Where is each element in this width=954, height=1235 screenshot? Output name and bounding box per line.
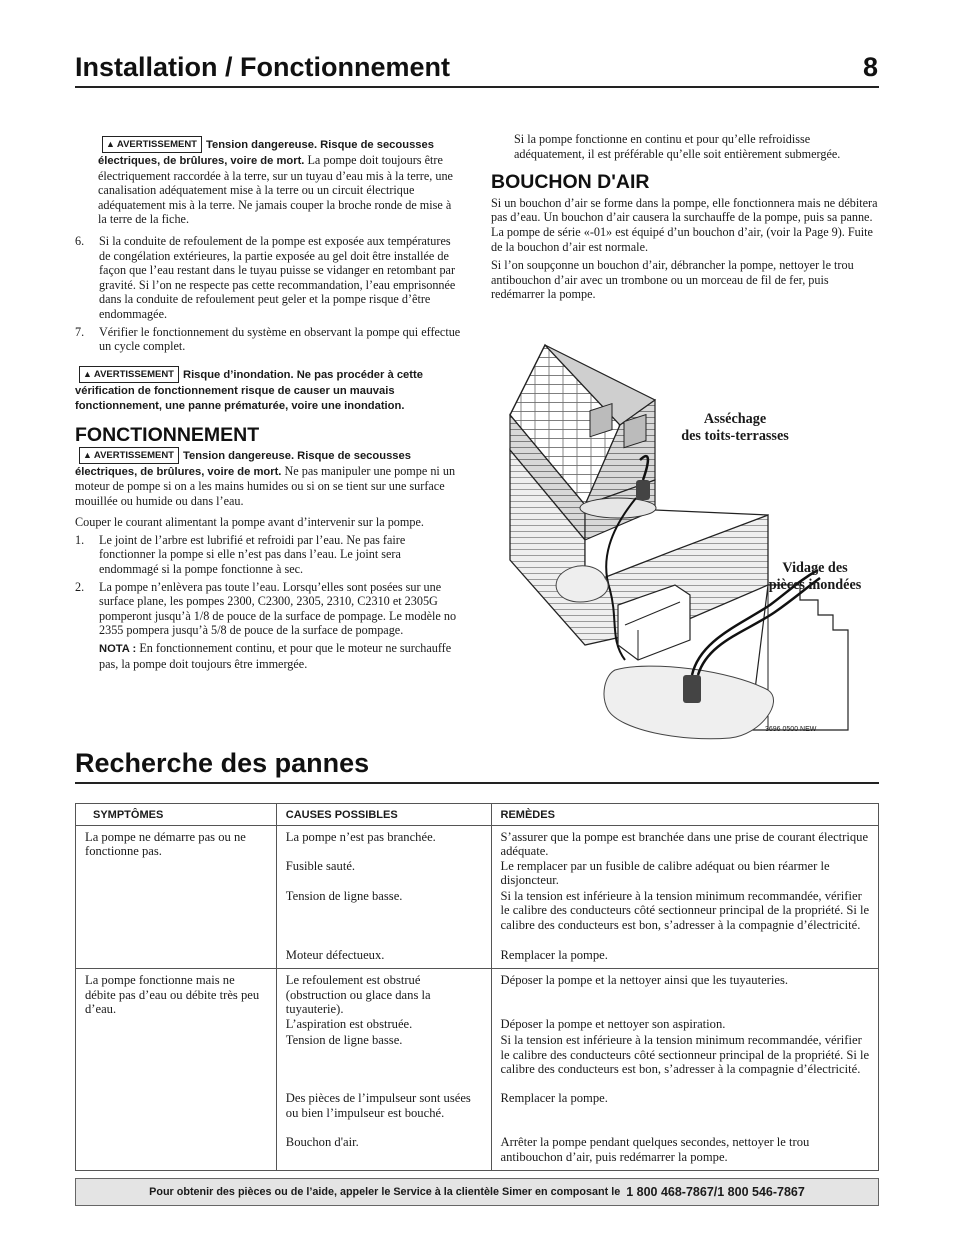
pump-illustration — [500, 340, 880, 740]
house-pump-drawing — [500, 340, 880, 740]
list-item-2: 2. La pompe n’enlèvera pas toute l’eau. Lorsqu’elles sont posées sur une surface plane, les pompes 2300, C2300, 2305, 2310, C2310 et 2305G pomperont jusqu’à 1/8 de pouce de la surface de pompage. Le modèle no 2355 pompera jusqu’à 5/8 de pouce de la surface de pompage. — [75, 579, 457, 638]
warning-electric-ground: ▲ AVERTISSEMENT Tension dangereuse. Risque de secousses électriques, de brûlures, voire de mort. La pompe doit toujours être électriquement raccordée à la terre, sur un tuyau d’eau mis à la terre, une canalisation adéquatement mise à la terre ou un circuit électrique adéquatement mis à la terre. Ne jamais couper la broche ronde de mise à la terre de la fiche. — [75, 136, 463, 227]
col-header-remedies: REMÈDES — [491, 804, 878, 826]
warning-triangle-icon: ▲ — [83, 368, 92, 379]
section-heading-fonctionnement: FONCTIONNEMENT — [75, 423, 260, 446]
list-item-1: 1. Le joint de l’arbre est lubrifié et refroidi par l’eau. Ne pas faire fonctionner la pompe si elle n’est pas dans l’eau. Le joint sera endommagé si la pompe fonctionne à sec. — [75, 532, 406, 577]
page-title: Installation / Fonctionnement — [75, 52, 451, 82]
page-number: 8 — [862, 52, 878, 82]
right-column — [491, 132, 879, 302]
table-row — [76, 969, 879, 1170]
col-header-symptoms: SYMPTÔMES — [76, 804, 277, 826]
table-header-row — [76, 804, 879, 826]
warning-badge: ▲ AVERTISSEMENT — [79, 447, 179, 464]
warning-badge: ▲ AVERTISSEMENT — [102, 136, 202, 153]
list-item-6: 6. Si la conduite de refoulement de la pompe est exposée aux températures de congélation extérieures, la partie exposée au gel doit être installée de façon que l’eau restant dans le tuyau puisse se vidanger en retombant par gravité. Si l’on ne respecte pas cette recommandation, l’eau emprisonnée dans la conduite de refoulement peut geler et la pompe risque d’être endommagée. — [75, 233, 456, 321]
label-flat-roof-drain: Asséchage des toits-terrasses — [681, 411, 789, 444]
causes-cell: La pompe n’est pas branchée. Fusible sauté. Tension de ligne basse. Moteur défectueux. — [276, 826, 491, 969]
warning-badge: ▲ AVERTISSEMENT — [79, 366, 179, 383]
bouchon-paragraph-1: Si un bouchon d’air se forme dans la pompe, elle fonctionnera mais ne débitera pas d’eau. Un bouchon d’air causera la surchauffe de la pompe, puis sa panne. La pompe de série «-01» est équipé d’un bouchon d’air, (voir la Page 9). Fuite de la bouchon d’air est normale. — [491, 195, 878, 254]
label-flooded-room: Vidage des pièces inondées — [768, 560, 862, 593]
causes-cell: Le refoulement est obstrué (obstruction ou glace dans la tuyauterie). L’aspiration est obstruée. Tension de ligne basse. Des pièces de l’impulseur sont usées ou bien l’impulseur est bouché. Bouchon d'air. — [276, 969, 491, 1170]
section-heading-bouchon: BOUCHON D'AIR — [491, 171, 650, 194]
remedies-cell: S’assurer que la pompe est branchée dans une prise de courant électrique adéquate. Le remplacer par un fusible de calibre adéquat ou bien réarmer le disjoncteur. Si la tension est inférieure à la tension minimum recommandée, vérifier le calibre des conducteurs côté sectionneur principal de la propriété. Si le calibre des conducteurs est bon, s’adresser à la compagnie d’électricité. Remplacer la pompe. — [491, 826, 878, 969]
footer-text: Pour obtenir des pièces ou de l’aide, appeler le Service à la clientèle Simer en composant le — [149, 1186, 621, 1198]
warning-triangle-icon: ▲ — [83, 449, 92, 460]
nota: NOTA : En fonctionnement continu, et pour que le moteur ne surchauffe pas, la pompe doit toujours être immergée. — [99, 641, 452, 671]
warning-triangle-icon: ▲ — [106, 139, 115, 149]
header-rule — [75, 86, 879, 88]
footer-contact-bar — [75, 1178, 879, 1206]
col-header-causes: CAUSES POSSIBLES — [276, 804, 491, 826]
figure-code: 3696 0500 NEW — [765, 726, 817, 733]
intro-text: Si la pompe fonctionne en continu et pour qu’elle refroidisse adéquatement, il est préférable qu’elle soit entièrement submergée. — [514, 132, 841, 161]
remedies-cell: Déposer la pompe et la nettoyer ainsi que les tuyauteries. Déposer la pompe et nettoyer son aspiration. Si la tension est inférieure à la tension minimum recommandée, vérifier le calibre des conducteurs côté sectionneur principal de la propriété. Si le calibre des conducteurs est bon, s’adresser à la compagnie d’électricité. Remplacer la pompe. Arrêter la pompe pendant quelques secondes, nettoyer le trou antibouchon d’air, puis redémarrer la pompe. — [491, 969, 878, 1170]
warning-flood: ▲ AVERTISSEMENT Risque d’inondation. Ne pas procéder à cette vérification de fonctionnement risque de causer un mauvais fonctionnement, une panne prématurée, voire une inondation. — [75, 366, 463, 414]
troubleshooting-table — [75, 803, 879, 1171]
symptom-cell: La pompe ne démarre pas ou ne fonctionne pas. — [76, 826, 277, 969]
left-column — [75, 136, 463, 671]
warning-electric-handling: ▲ AVERTISSEMENT Tension dangereuse. Risque de secousses électriques, de brûlures, voire de mort. Ne pas manipuler une pompe ni un moteur de pompe si on a les mains humides ou si on se tient sur une surface mouillée ou humide ou dans l’eau. — [75, 447, 463, 509]
symptom-cell: La pompe fonctionne mais ne débite pas d’eau ou débite très peu d’eau. — [76, 969, 277, 1170]
section-title-troubleshooting: Recherche des pannes — [75, 748, 370, 778]
bouchon-paragraph-2: Si l’on soupçonne un bouchon d’air, débrancher la pompe, nettoyer le trou antibouchon d’air avec un trombone ou un morceau de fil de fer, puis redémarrer la pompe. — [491, 258, 854, 302]
list-item-7: 7. Vérifier le fonctionnement du système en observant la pompe qui effectue un cycle complet. — [75, 324, 461, 354]
footer-phone: 1 800 468-7867/1 800 546-7867 — [626, 1185, 805, 1199]
table-row — [76, 826, 879, 969]
troubleshooting-rule — [75, 782, 879, 784]
cut-power-text: Couper le courant alimentant la pompe avant d’intervenir sur la pompe. — [75, 515, 424, 530]
